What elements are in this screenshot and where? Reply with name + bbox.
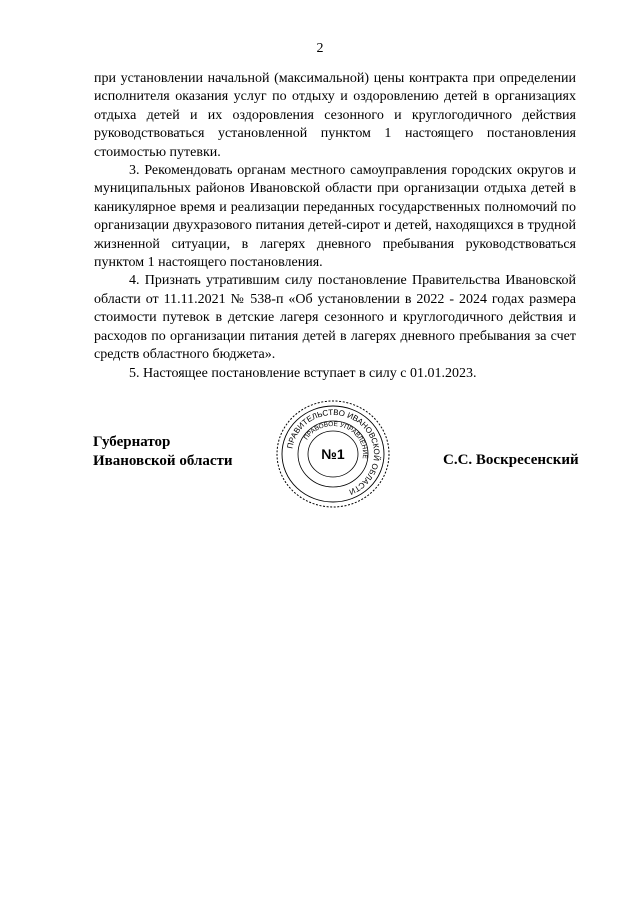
paragraph-continuation: при установлении начальной (максимальной) цены контракта при определении исполнителя оказания услуг по отдыху и оздоровлению детей в организациях отдыха детей и их оздоровления сезонного и круглогодичного действия руководствоваться установленной пунктом 1 настоящего постановления стоимостью путевки.	[94, 71, 576, 160]
page-number: 2	[316, 41, 324, 56]
signatory-position-line1: Губернатор	[93, 434, 171, 450]
signatory-position-line2: Ивановской области	[93, 453, 233, 469]
paragraph-item-4: 4. Признать утратившим силу постановление Правительства Ивановской области от 11.11.2021 № 538-п «Об установлении в 2022 - 2024 годах размера стоимости путевок в детские лагеря сезонного и круглогодичного действия и расходов по организации питания детей в лагерях дневного пребывания за счет средств областного бюджета».	[94, 273, 576, 363]
document-body	[94, 70, 576, 383]
paragraph-item-3: 3. Рекомендовать органам местного самоуправления городских округов и муниципальных районов Ивановской области при организации отдыха детей в каникулярное время и реализации переданных государственных полномочий по организации двухразового питания детей-сирот и детей, находящихся в трудной жизненной ситуации, в лагерях дневного пребывания руководствоваться пунктом 1 настоящего постановления.	[94, 163, 576, 271]
stamp-number: №1	[321, 446, 345, 462]
paragraph-item-5: 5. Настоящее постановление вступает в силу с 01.01.2023.	[129, 365, 477, 381]
official-stamp	[274, 398, 392, 510]
stamp-outer-text: ПРАВИТЕЛЬСТВО ИВАНОВСКОЙ ОБЛАСТИ	[285, 407, 382, 497]
signatory-position	[93, 433, 233, 471]
stamp-inner-text: ПРАВОВОЕ УПРАВЛЕНИЕ	[302, 420, 369, 460]
signatory-name: С.С. Воскресенский	[443, 452, 579, 468]
